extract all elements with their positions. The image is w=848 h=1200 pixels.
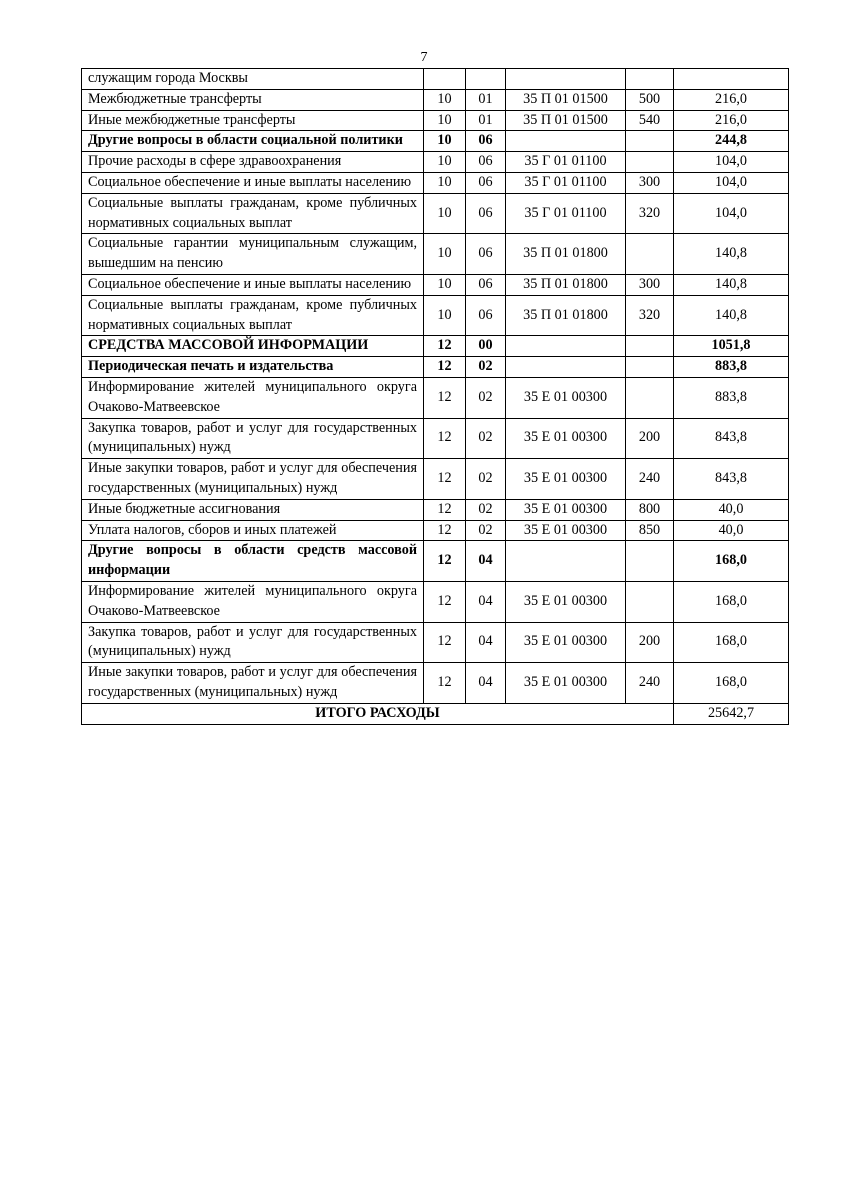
cell-subsection: 00 [466, 336, 506, 357]
cell-expense-type [626, 69, 674, 90]
cell-expense-type: 850 [626, 520, 674, 541]
cell-section: 12 [424, 663, 466, 704]
cell-name: Социальные гарантии муниципальным служащим, вышедшим на пенсию [82, 234, 424, 275]
cell-expense-type: 500 [626, 89, 674, 110]
cell-amount: 216,0 [674, 89, 789, 110]
cell-target-article [506, 131, 626, 152]
table-row [82, 234, 789, 275]
table-row [82, 520, 789, 541]
cell-target-article: 35 П 01 01800 [506, 234, 626, 275]
cell-subsection: 06 [466, 274, 506, 295]
cell-amount: 168,0 [674, 581, 789, 622]
cell-name: Прочие расходы в сфере здравоохранения [82, 152, 424, 173]
cell-target-article: 35 Е 01 00300 [506, 581, 626, 622]
table-row [82, 131, 789, 152]
cell-target-article: 35 Г 01 01100 [506, 193, 626, 234]
cell-name: Уплата налогов, сборов и иных платежей [82, 520, 424, 541]
cell-section: 10 [424, 193, 466, 234]
cell-amount: 104,0 [674, 172, 789, 193]
cell-expense-type [626, 581, 674, 622]
table-row [82, 89, 789, 110]
table-row [82, 499, 789, 520]
cell-section: 12 [424, 336, 466, 357]
cell-target-article: 35 Г 01 01100 [506, 172, 626, 193]
cell-section: 12 [424, 377, 466, 418]
total-label: ИТОГО РАСХОДЫ [82, 703, 674, 724]
cell-expense-type: 800 [626, 499, 674, 520]
table-row [82, 377, 789, 418]
cell-section: 10 [424, 110, 466, 131]
cell-amount: 244,8 [674, 131, 789, 152]
cell-target-article: 35 Г 01 01100 [506, 152, 626, 173]
budget-expenditure-table [81, 68, 789, 725]
cell-target-article [506, 336, 626, 357]
cell-target-article [506, 541, 626, 582]
total-row [82, 703, 789, 724]
cell-name: Иные закупки товаров, работ и услуг для обеспечения государственных (муниципальных) нужд [82, 663, 424, 704]
cell-expense-type [626, 234, 674, 275]
cell-name: Социальное обеспечение и иные выплаты населению [82, 172, 424, 193]
cell-amount: 104,0 [674, 152, 789, 173]
cell-subsection: 02 [466, 377, 506, 418]
table-row [82, 622, 789, 663]
cell-expense-type [626, 357, 674, 378]
table-row [82, 172, 789, 193]
table-row [82, 69, 789, 90]
cell-target-article: 35 П 01 01500 [506, 89, 626, 110]
table-row [82, 110, 789, 131]
cell-section: 12 [424, 418, 466, 459]
cell-expense-type: 240 [626, 459, 674, 500]
cell-subsection [466, 69, 506, 90]
cell-expense-type [626, 541, 674, 582]
table-row [82, 581, 789, 622]
cell-expense-type [626, 131, 674, 152]
cell-subsection: 02 [466, 459, 506, 500]
cell-target-article: 35 П 01 01500 [506, 110, 626, 131]
cell-subsection: 01 [466, 110, 506, 131]
cell-section: 12 [424, 520, 466, 541]
table-row [82, 152, 789, 173]
cell-name: Другие вопросы в области социальной политики [82, 131, 424, 152]
cell-name: Межбюджетные трансферты [82, 89, 424, 110]
cell-section: 10 [424, 89, 466, 110]
cell-amount: 168,0 [674, 663, 789, 704]
cell-target-article: 35 Е 01 00300 [506, 622, 626, 663]
cell-amount: 168,0 [674, 622, 789, 663]
cell-name: Периодическая печать и издательства [82, 357, 424, 378]
cell-subsection: 04 [466, 622, 506, 663]
table-row [82, 663, 789, 704]
cell-amount: 40,0 [674, 499, 789, 520]
cell-expense-type [626, 152, 674, 173]
cell-section: 12 [424, 581, 466, 622]
cell-section [424, 69, 466, 90]
cell-name: Социальное обеспечение и иные выплаты населению [82, 274, 424, 295]
cell-amount: 168,0 [674, 541, 789, 582]
cell-section: 12 [424, 622, 466, 663]
cell-subsection: 02 [466, 418, 506, 459]
table-row [82, 336, 789, 357]
cell-section: 10 [424, 274, 466, 295]
cell-section: 10 [424, 172, 466, 193]
cell-amount: 843,8 [674, 418, 789, 459]
cell-name: служащим города Москвы [82, 69, 424, 90]
cell-subsection: 06 [466, 131, 506, 152]
cell-expense-type: 540 [626, 110, 674, 131]
cell-target-article: 35 Е 01 00300 [506, 520, 626, 541]
cell-target-article: 35 П 01 01800 [506, 274, 626, 295]
cell-target-article [506, 357, 626, 378]
cell-subsection: 04 [466, 541, 506, 582]
cell-expense-type: 240 [626, 663, 674, 704]
cell-amount [674, 69, 789, 90]
cell-subsection: 02 [466, 499, 506, 520]
cell-name: СРЕДСТВА МАССОВОЙ ИНФОРМАЦИИ [82, 336, 424, 357]
total-amount: 25642,7 [674, 703, 789, 724]
table-row [82, 459, 789, 500]
table-row [82, 274, 789, 295]
cell-subsection: 06 [466, 152, 506, 173]
cell-amount: 883,8 [674, 377, 789, 418]
cell-subsection: 01 [466, 89, 506, 110]
cell-amount: 883,8 [674, 357, 789, 378]
cell-section: 12 [424, 541, 466, 582]
table-row [82, 541, 789, 582]
cell-name: Иные бюджетные ассигнования [82, 499, 424, 520]
cell-amount: 140,8 [674, 274, 789, 295]
table-row [82, 418, 789, 459]
cell-expense-type: 200 [626, 622, 674, 663]
cell-amount: 1051,8 [674, 336, 789, 357]
cell-name: Социальные выплаты гражданам, кроме публичных нормативных социальных выплат [82, 193, 424, 234]
cell-name: Другие вопросы в области средств массовой информации [82, 541, 424, 582]
cell-amount: 843,8 [674, 459, 789, 500]
cell-target-article: 35 Е 01 00300 [506, 377, 626, 418]
cell-target-article: 35 Е 01 00300 [506, 499, 626, 520]
cell-amount: 140,8 [674, 234, 789, 275]
cell-target-article [506, 69, 626, 90]
cell-subsection: 06 [466, 295, 506, 336]
cell-amount: 40,0 [674, 520, 789, 541]
cell-subsection: 06 [466, 172, 506, 193]
cell-target-article: 35 П 01 01800 [506, 295, 626, 336]
cell-expense-type: 300 [626, 274, 674, 295]
cell-subsection: 04 [466, 663, 506, 704]
page-number: 7 [420, 50, 428, 65]
cell-section: 10 [424, 131, 466, 152]
cell-section: 10 [424, 234, 466, 275]
cell-section: 10 [424, 152, 466, 173]
cell-subsection: 04 [466, 581, 506, 622]
cell-section: 12 [424, 357, 466, 378]
cell-subsection: 06 [466, 193, 506, 234]
cell-name: Закупка товаров, работ и услуг для государственных (муниципальных) нужд [82, 622, 424, 663]
cell-name: Информирование жителей муниципального округа Очаково-Матвеевское [82, 581, 424, 622]
cell-subsection: 02 [466, 357, 506, 378]
cell-name: Информирование жителей муниципального округа Очаково-Матвеевское [82, 377, 424, 418]
cell-amount: 216,0 [674, 110, 789, 131]
cell-name: Иные закупки товаров, работ и услуг для обеспечения государственных (муниципальных) нужд [82, 459, 424, 500]
cell-section: 12 [424, 499, 466, 520]
cell-target-article: 35 Е 01 00300 [506, 663, 626, 704]
table-row [82, 357, 789, 378]
cell-section: 12 [424, 459, 466, 500]
table-row [82, 295, 789, 336]
cell-amount: 140,8 [674, 295, 789, 336]
cell-subsection: 02 [466, 520, 506, 541]
cell-expense-type [626, 377, 674, 418]
cell-amount: 104,0 [674, 193, 789, 234]
cell-target-article: 35 Е 01 00300 [506, 418, 626, 459]
cell-name: Закупка товаров, работ и услуг для государственных (муниципальных) нужд [82, 418, 424, 459]
cell-expense-type: 320 [626, 193, 674, 234]
cell-expense-type: 200 [626, 418, 674, 459]
cell-subsection: 06 [466, 234, 506, 275]
cell-expense-type: 320 [626, 295, 674, 336]
cell-section: 10 [424, 295, 466, 336]
table-body [82, 69, 789, 725]
cell-name: Социальные выплаты гражданам, кроме публичных нормативных социальных выплат [82, 295, 424, 336]
cell-expense-type [626, 336, 674, 357]
cell-name: Иные межбюджетные трансферты [82, 110, 424, 131]
cell-expense-type: 300 [626, 172, 674, 193]
table-row [82, 193, 789, 234]
cell-target-article: 35 Е 01 00300 [506, 459, 626, 500]
